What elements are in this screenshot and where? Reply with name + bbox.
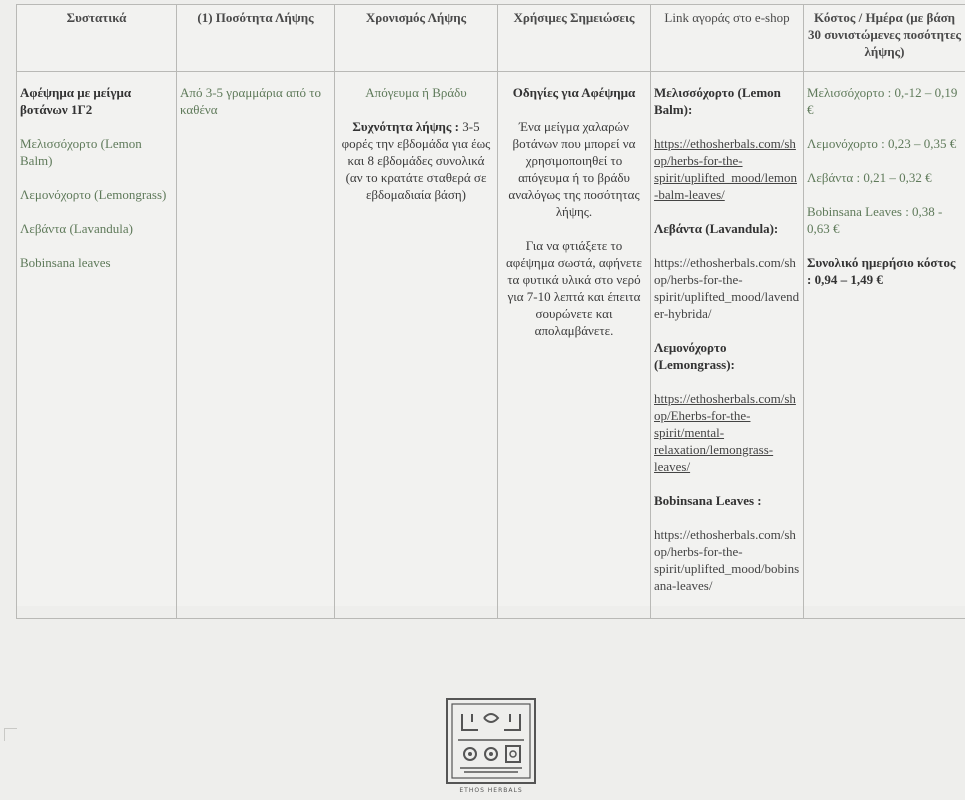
ingredient-item: Λεμονόχορτο (Lemongrass) (20, 187, 167, 202)
header-dose: (1) Ποσότητα Λήψης (177, 5, 335, 72)
link-label-lavender: Λεβάντα (Lavandula): (654, 221, 779, 236)
notes-cell (498, 72, 651, 619)
links-cell (651, 72, 804, 619)
cost-item: Λεβάντα : 0,21 – 0,32 € (807, 170, 932, 185)
link-lemongrass[interactable]: https://ethosherbals.com/shop/Eherbs-for-the-spirit/mental-relaxation/lemongrass-leaves/ (654, 391, 796, 474)
document-sheet (16, 4, 965, 606)
timing-main: Απόγευμα ή Βράδυ (365, 85, 467, 100)
frequency-text: 3-5 φορές την εβδομάδα για έως και 8 εβδομάδες συνολικά (αν το κρατάτε σταθερά σε εβδομαδιαία βάση) (341, 119, 491, 202)
link-lemon-balm[interactable]: https://ethosherbals.com/shop/herbs-for-the-spirit/uplifted_mood/lemon-balm-leaves/ (654, 136, 797, 202)
ingredient-item: Λεβάντα (Lavandula) (20, 221, 133, 236)
page-corner-mark (4, 728, 17, 741)
notes-title: Οδηγίες για Αφέψημα (512, 85, 636, 100)
brand-logo (444, 696, 538, 796)
cost-total: Συνολικό ημερήσιο κόστος : 0,94 – 1,49 € (807, 255, 956, 287)
notes-paragraph-2: Για να φτιάξετε το αφέψημα σωστά, αφήνετε τα φυτικά υλικά στο νερό για 7-10 λεπτά και έπειτα σουρώνετε και απολαμβάνετε. (506, 238, 642, 338)
header-cost: Κόστος / Ημέρα (με βάση 30 συνιστώμενες ποσότητες λήψης) (804, 5, 965, 72)
ingredient-item: Bobinsana leaves (20, 255, 111, 270)
table-header-row (17, 5, 965, 72)
herbal-protocol-table (16, 4, 965, 619)
timing-cell (335, 72, 498, 619)
timing-frequency (338, 118, 494, 203)
ingredients-title: Αφέψημα με μείγμα βοτάνων 1Γ2 (20, 85, 132, 117)
table-row (17, 72, 965, 619)
ingredient-item: Μελισσόχορτο (Lemon Balm) (20, 136, 142, 168)
link-bobinsana[interactable]: https://ethosherbals.com/shop/herbs-for-the-spirit/uplifted_mood/bobinsana-leaves/ (654, 527, 800, 593)
cost-item: Μελισσόχορτο : 0,-12 – 0,19 € (807, 85, 958, 117)
ingredients-cell (17, 72, 177, 619)
dose-cell (177, 72, 335, 619)
link-label-bobinsana: Bobinsana Leaves : (654, 493, 762, 508)
cost-item: Λεμονόχορτο : 0,23 – 0,35 € (807, 136, 957, 151)
logo-wordmark: ETHOS HERBALS (459, 787, 523, 794)
link-label-lemon-balm: Μελισσόχορτο (Lemon Balm): (654, 85, 781, 117)
link-lavender[interactable]: https://ethosherbals.com/shop/herbs-for-the-spirit/uplifted_mood/lavender-hybrida/ (654, 255, 800, 321)
link-label-lemongrass: Λεμονόχορτο (Lemongrass): (654, 340, 735, 372)
header-ingredients: Συστατικά (17, 5, 177, 72)
notes-paragraph-1: Ένα μείγμα χαλαρών βοτάνων που μπορεί να χρησιμοποιηθεί το απόγευμα ή το βράδυ αναλόγως της ποσότητας λήψης. (508, 119, 640, 219)
dose-text: Από 3-5 γραμμάρια από το καθένα (180, 85, 321, 117)
cost-cell (804, 72, 965, 619)
frequency-label: Συχνότητα λήψης : (352, 119, 459, 134)
cost-item: Bobinsana Leaves : 0,38 - 0,63 € (807, 204, 943, 236)
ethos-herbals-logo-icon (444, 696, 538, 786)
header-timing: Χρονισμός Λήψης (335, 5, 498, 72)
header-links: Link αγοράς στο e-shop (651, 5, 804, 72)
header-notes: Χρήσιμες Σημειώσεις (498, 5, 651, 72)
